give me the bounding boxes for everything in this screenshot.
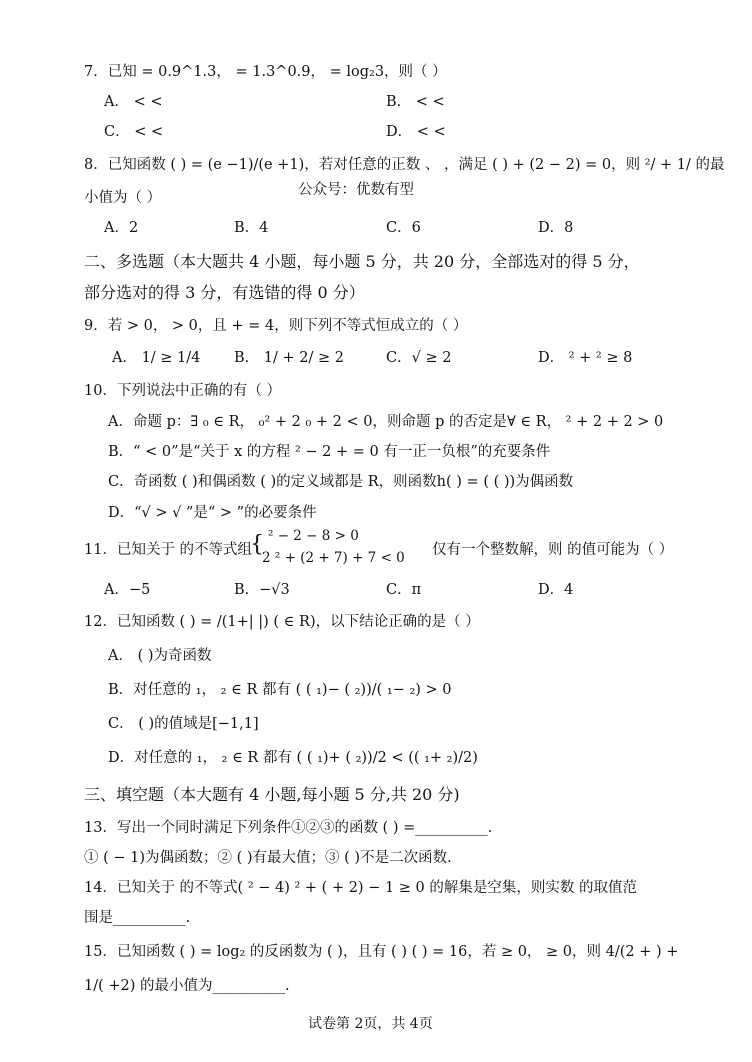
q7-option-d: D． < < [386, 124, 446, 140]
q8-option-c: C．6 [386, 220, 421, 236]
q9-stem: 9．若 > 0， > 0，且 + = 4，则下列不等式恒成立的（ ） [84, 318, 468, 334]
q11-system-brace: { [250, 532, 264, 557]
q10-option-a: A．命题 p：∃ ₀ ∈ R， ₀² + 2 ₀ + 2 < 0，则命题 p 的否定是∀ ∈ R， ² + 2 + 2 > 0 [108, 414, 664, 430]
q12-option-a: A． ( )为奇函数 [108, 648, 212, 664]
q15-stem: 15．已知函数 ( ) = log₂ 的反函数为 ( )，且有 ( ) ( ) = 16，若 ≥ 0， ≥ 0，则 4/(2 + ) + [84, 944, 679, 960]
q7-stem: 7．已知 = 0.9^1.3， = 1.3^0.9， = log₂3，则（ ） [84, 64, 447, 80]
q15-stem-continued: 1/( +2) 的最小值为__________. [84, 978, 290, 994]
q8-stem-continued: 小值为（ ） [84, 190, 162, 206]
q11-stem-prefix: 11．已知关于 的不等式组 [84, 542, 253, 558]
q14-stem: 14．已知关于 的不等式( ² − 4) ² + ( + 2) − 1 ≥ 0 的解集是空集，则实数 的取值范 [84, 880, 637, 896]
q7-option-c: C． < < [104, 124, 164, 140]
section-2-heading: 二、多选题（本大题共 4 小题，每小题 5 分，共 20 分，全部选对的得 5 分， [84, 252, 640, 271]
q12-option-b: B．对任意的 ₁， ₂ ∈ R 都有 ( ( ₁)− ( ₂))/( ₁− ₂) > 0 [108, 682, 452, 698]
q8-option-d: D．8 [538, 220, 574, 236]
q8-stem: 8．已知函数 ( ) = (e −1)/(e +1)，若对任意的正数 、 ，满足 ( ) + (2 − 2) = 0，则 ²/ + 1/ 的最 [84, 157, 725, 173]
q11-system-line-2: 2 ² + (2 + 7) + 7 < 0 [262, 550, 405, 566]
q9-option-d: D． ² + ² ≥ 8 [538, 350, 633, 366]
q9-option-b: B． 1/ + 2/ ≥ 2 [234, 350, 344, 366]
q11-option-a: A．−5 [104, 582, 151, 598]
q14-stem-continued: 围是__________. [84, 910, 191, 926]
q9-option-c: C．√ ≥ 2 [386, 350, 452, 366]
q7-option-b: B． < < [386, 94, 445, 110]
section-2-heading-continued: 部分选对的得 3 分，有选错的得 0 分） [84, 283, 365, 302]
q8-option-a: A．2 [104, 220, 139, 236]
q13-stem: 13．写出一个同时满足下列条件①②③的函数 ( ) =__________. [84, 820, 493, 836]
q11-option-d: D．4 [538, 582, 574, 598]
q10-option-b: B．“ < 0”是“关于 x 的方程 ² − 2 + = 0 有一正一负根”的充要条件 [108, 444, 551, 460]
q9-option-a: A． 1/ ≥ 1/4 [112, 350, 201, 366]
q10-option-c: C．奇函数 ( )和偶函数 ( )的定义域都是 R，则函数h( ) = ( ( ))为偶函数 [108, 474, 574, 490]
section-3-heading: 三、填空题（本大题有 4 小题,每小题 5 分,共 20 分) [84, 785, 460, 804]
page-footer: 试卷第 2页，共 4页 [308, 1016, 433, 1032]
q11-system-line-1: ² − 2 − 8 > 0 [268, 528, 359, 544]
q12-option-d: D．对任意的 ₁， ₂ ∈ R 都有 ( ( ₁)+ ( ₂))/2 < (( ₁+ ₂)/2) [108, 750, 478, 766]
q11-stem-suffix: 仅有一个整数解，则 的值可能为（ ） [432, 542, 674, 558]
q11-option-c: C．π [386, 582, 422, 598]
q12-stem: 12．已知函数 ( ) = /(1+| |) ( ∈ R)，以下结论正确的是（ ） [84, 614, 480, 630]
q10-stem: 10．下列说法中正确的有（ ） [84, 383, 282, 399]
q7-option-a: A． < < [104, 94, 163, 110]
q11-option-b: B．−√3 [234, 582, 290, 598]
q10-option-d: D．“√ > √ ”是“ > ”的必要条件 [108, 505, 317, 521]
q12-option-c: C． ( )的值域是[−1,1] [108, 716, 259, 732]
q8-watermark: 公众号：优数有型 [298, 182, 414, 198]
q13-conditions: ① ( − 1)为偶函数；② ( )有最大值；③ ( )不是二次函数. [84, 850, 452, 866]
q8-option-b: B．4 [234, 220, 269, 236]
